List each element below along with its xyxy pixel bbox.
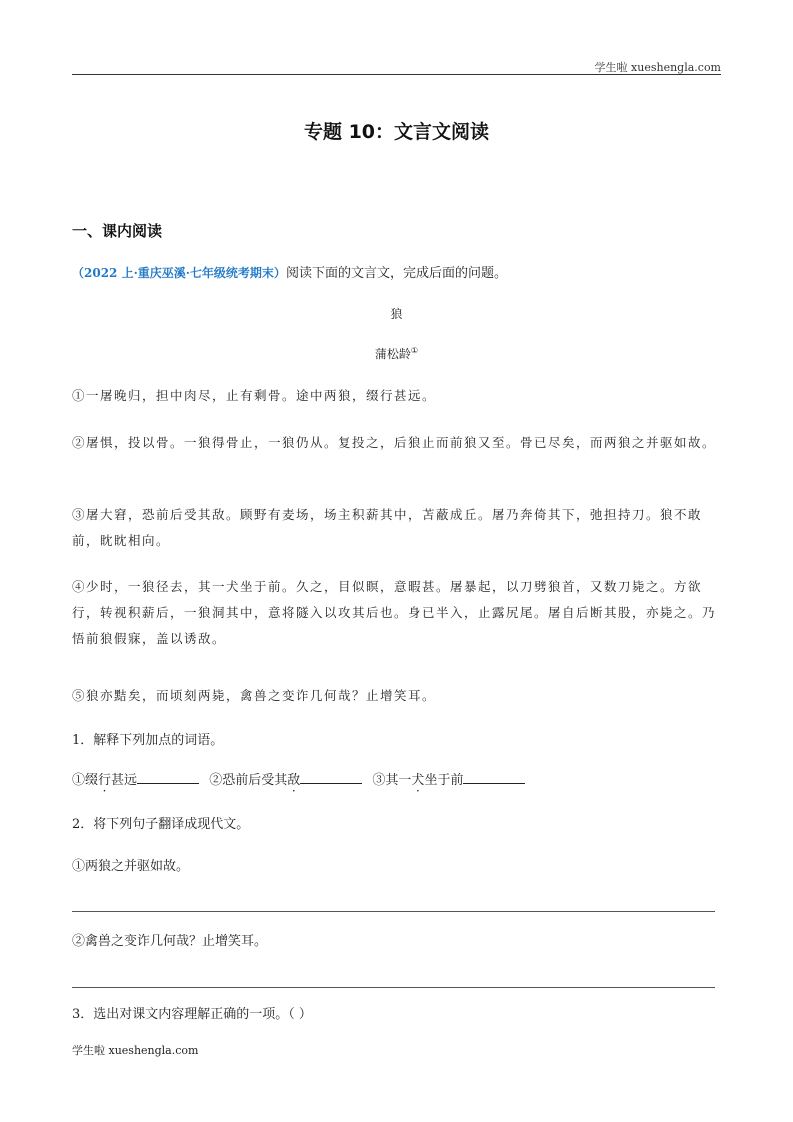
header-site-label: 学生啦 xueshengla.com bbox=[594, 61, 721, 74]
question-1-prompt: 1．解释下列加点的词语。 bbox=[72, 733, 224, 748]
question-2-prompt: 2．将下列句子翻译成现代文。 bbox=[72, 817, 250, 832]
answer-line[interactable] bbox=[72, 911, 715, 912]
page-title: 专题 10：文言文阅读 bbox=[303, 121, 490, 143]
header-divider bbox=[72, 74, 721, 75]
passage-author bbox=[0, 345, 793, 362]
answer-line[interactable] bbox=[72, 987, 715, 988]
passage-title: 狼 bbox=[390, 307, 403, 321]
answer-blank[interactable] bbox=[137, 769, 199, 784]
q1-item: ①缀行甚远 bbox=[72, 773, 138, 788]
author-note: ① bbox=[410, 346, 419, 355]
footer-site-label: 学生啦 xueshengla.com bbox=[72, 1044, 199, 1057]
passage-paragraph: ②屠惧，投以骨。一狼得骨止，一狼仍从。复投之，后狼止而前狼又至。骨已尽矣，而两狼之并驱如故。 bbox=[72, 435, 717, 450]
section-heading: 一、课内阅读 bbox=[72, 222, 163, 240]
answer-blank[interactable] bbox=[463, 769, 525, 784]
q1-item: ③其一犬坐于前 bbox=[372, 773, 464, 788]
passage-paragraph: ⑤狼亦黠矣，而顷刻两毙，禽兽之变诈几何哉？止增笑耳。 bbox=[72, 688, 437, 703]
passage-paragraph: ④少时，一狼径去，其一犬坐于前。久之，目似瞑，意暇甚。屠暴起，以刀劈狼首，又数刀毙之。方欲行，转视积薪后，一狼洞其中，意将隧入以攻其后也。身已半入，止露尻尾。屠自后断其股，亦毙之。乃悟前狼假寐，盖以诱敌。 bbox=[72, 579, 717, 646]
source-instruction: 阅读下面的文言文，完成后面的问题。 bbox=[285, 266, 507, 281]
q2-item: ①两狼之并驱如故。 bbox=[72, 859, 190, 874]
answer-blank[interactable] bbox=[300, 769, 362, 784]
author-name: 蒲松龄 bbox=[374, 347, 411, 361]
q1-item: ②恐前后受其敌 bbox=[209, 773, 301, 788]
passage-paragraph: ③屠大窘，恐前后受其敌。顾野有麦场，场主积薪其中，苫蔽成丘。屠乃奔倚其下，弛担持刀。狼不敢前，眈眈相向。 bbox=[72, 507, 703, 548]
passage-paragraph: ①一屠晚归，担中肉尽，止有剩骨。途中两狼，缀行甚远。 bbox=[72, 388, 437, 403]
question-3-prompt: 3．选出对课文内容理解正确的一项。（ ） bbox=[72, 1007, 312, 1022]
source-tag: （2022 上·重庆巫溪·七年级统考期末） bbox=[72, 266, 286, 280]
question-1-items bbox=[72, 769, 531, 788]
source-line bbox=[72, 262, 507, 281]
q2-item: ②禽兽之变诈几何哉？止增笑耳。 bbox=[72, 934, 268, 949]
